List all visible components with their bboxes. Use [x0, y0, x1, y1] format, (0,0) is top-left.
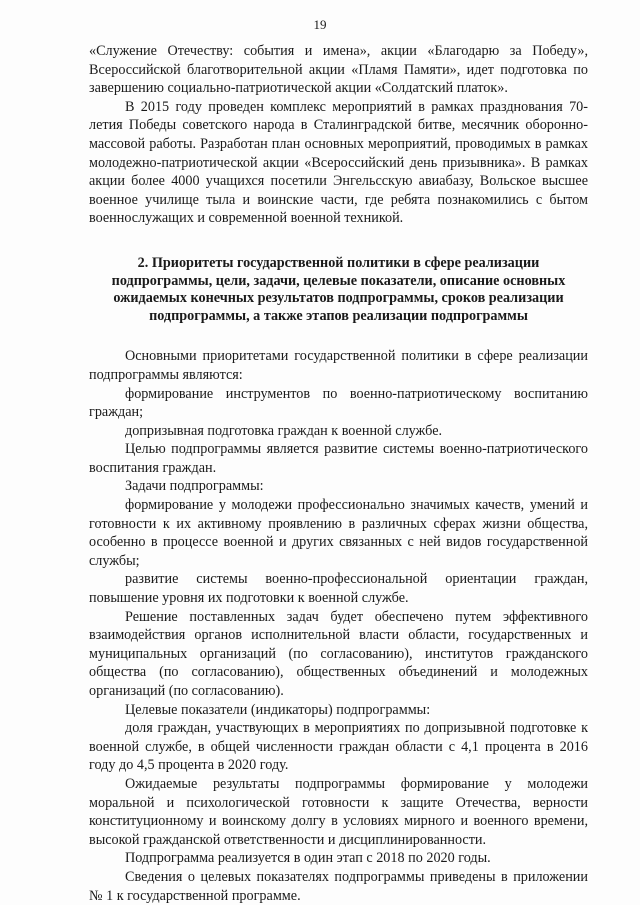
- body-paragraph-3: допризывная подготовка граждан к военной службе.: [125, 422, 443, 439]
- document-body: [89, 42, 588, 905]
- body-paragraph-1: Основными приоритетами государственной политики в сфере реализации подпрограммы являются:: [89, 348, 588, 383]
- body-paragraph-10: доля граждан, участвующих в мероприятиях по допризывной подготовке к военной службе, в общей численности граждан области с 4,1 процента в 2016 году до 4,5 процента в 2020 году.: [89, 720, 588, 774]
- body-paragraph-12: Подпрограмма реализуется в один этап с 2018 по 2020 годы.: [125, 850, 491, 867]
- body-paragraph-7: развитие системы военно-профессиональной ориентации граждан, повышение уровня их подготовки к военной службе.: [89, 571, 588, 607]
- body-paragraph-4: Целью подпрограммы является развитие системы военно-патриотического воспитания граждан.: [89, 441, 588, 476]
- intro-paragraph-2: В 2015 году проведен комплекс мероприятий в рамках празднования 70-летия Победы советского народа в Сталинградской битве, месячник оборонно-массовой работы. Разработан план основных мероприятий, проводимых в рамках молодежно-патриотической акции «Всероссийский день призывника». В рамках акции более 4000 учащихся посетили Энгельсскую авиабазу, Вольское высшее военное училище тыла и воинские части, где ребята познакомились с бытом военнослужащих и современной военной техникой.: [89, 98, 588, 227]
- body-paragraph-13: Сведения о целевых показателях подпрограммы приведены в приложении № 1 к государственной программе.: [89, 868, 588, 904]
- body-paragraph-6: формирование у молодежи профессионально значимых качеств, умений и готовности к их активному проявлению в различных сферах жизни общества, особенно в процессе военной и других связанных с ней видов государственной службы;: [89, 497, 588, 569]
- section-heading: 2. Приоритеты государственной политики в сфере реализации подпрограммы, цели, задачи, целевые показатели, описание основных ожидаемых конечных результатов подпрограммы, сроков реализации подпрограммы, а также этапов реализации подпрограммы: [111, 254, 566, 324]
- page-number: 19: [313, 17, 327, 32]
- body-paragraph-8: Решение поставленных задач будет обеспечено путем эффективного взаимодействия органов исполнительной власти области, государственных и муниципальных организаций (по согласованию), институтов гражданского общества (по согласованию), общественных объединений и молодежных организаций (по согласованию).: [89, 608, 588, 699]
- body-paragraph-11: Ожидаемые результаты подпрограммы формирование у молодежи моральной и психологической готовности к защите Отечества, верности конституционному и воинскому долгу в условиях мирного и военного времени, высокой гражданской ответственности и дисциплинированности.: [89, 775, 588, 848]
- intro-paragraph-1: «Служение Отечеству: события и имена», акции «Благодарю за Победу», Всероссийской благотворительной акции «Пламя Памяти», идет подготовка по завершению социально-патриотической акции «Солдатский платок».: [89, 43, 588, 97]
- body-paragraph-2: формирование инструментов по военно-патриотическому воспитанию граждан;: [89, 385, 588, 421]
- body-paragraph-9: Целевые показатели (индикаторы) подпрограммы:: [125, 701, 431, 718]
- body-paragraph-5: Задачи подпрограммы:: [125, 478, 264, 495]
